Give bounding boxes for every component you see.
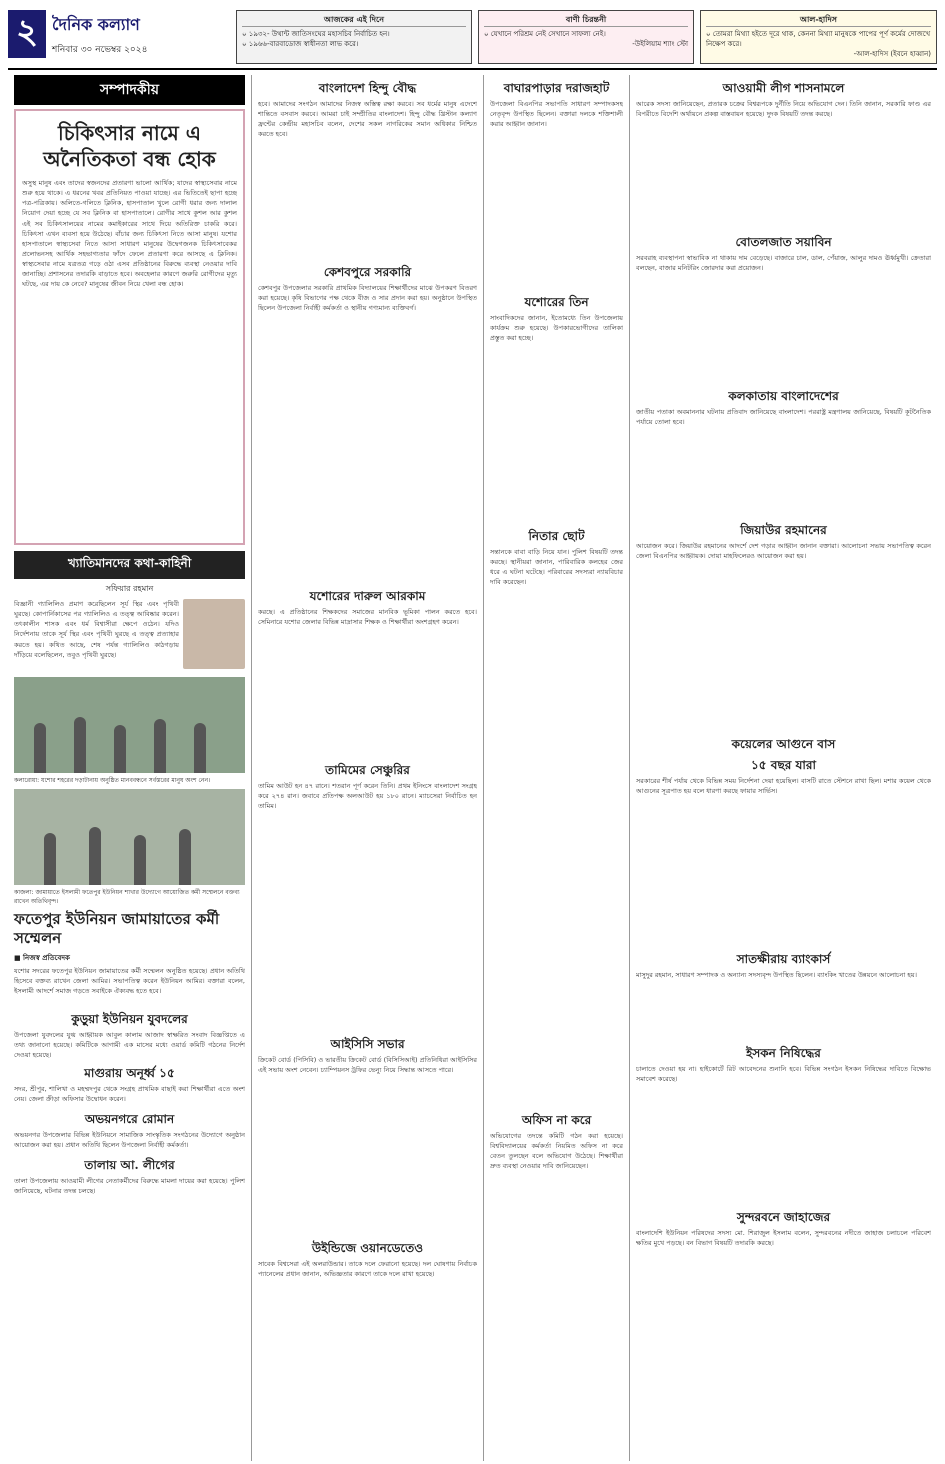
story-body: সাংবাদিকদের জানান, ইতোমধ্যে তিন উপজেলায় কার্যক্রম শুরু হয়েছে। উপকারভোগীদের তালিকা প্রস্তুত করা হচ্ছে। [490, 314, 623, 343]
story-headline: ১৫ বছর যারা [751, 758, 816, 772]
quote-source: -উইলিয়াম শ্যাং স্টো [632, 39, 688, 48]
editorial-headline: চিকিৎসার নামে এ অনৈতিকতা বন্ধ হোক [43, 121, 216, 171]
story-headline: তালায় আ. লীগের [84, 1157, 175, 1172]
photo-caption-1: কলারোয়া: যশোর শহরের দড়াটানায় অনুষ্ঠিত মানববন্ধনে সর্বস্তরের মানুষ অংশ নেন। [14, 777, 211, 784]
issue-date: শনিবার ৩০ নভেম্বর ২০২৪ [52, 45, 148, 55]
hadith-text: ০ তোমরা মিথ্যা হইতে দূরে থাক, কেননা মিথ্যা মানুষকে পাপের পূর্ণ কর্মের দোজখে নিক্ষেপ করে। [706, 29, 931, 48]
story-headline: অফিস না করে [521, 1113, 592, 1127]
story-body: হবে। আমাদের সংগঠন আমাদের নিজস্ব অস্তিত্ব রক্ষা করবে। সব ধর্মের মানুষ এদেশে শান্তিতে বসবাস করবে। আমরা চাই সম্প্রীতির বাংলাদেশ। হিন্দু বৌদ্ধ খ্রিস্টান কল্যাণ ফ্রন্টের কেন্দ্রীয় মহাসচিব বলেন, দেশের সকল নাগরিকের সমান অধিকার নিশ্চিত করতে হবে। [258, 100, 477, 139]
column-editorial [8, 75, 252, 1461]
story-body: উপজেলা যুবদলের যুগ্ম আহ্বায়ক আবুল কালাম আজাদ স্বাক্ষরিত সংবাদ বিজ্ঞপ্তিতে এ তথ্য জানানো হয়েছে। কমিটিকে আগামী এক মাসের মধ্যে ওয়ার্ড কমিটি গঠনের নির্দেশ দেওয়া হয়েছে। [14, 1030, 245, 1059]
column-body: বিজ্ঞানী গ্যালিলিও প্রমাণ করেছিলেন সূর্য স্থির এবং পৃথিবী ঘুরছে। কোপার্নিকাসের পর গ্যালিলিও এ তত্ত্ব আবিষ্কার করেন। তৎকালীন শাসক এবং ধর্ম বিশ্বাসীরা ক্ষেপে ওঠেন। যদিও নির্দেশনায় তাকে সূর্য স্থির এবং পৃথিবী ঘুরছে এ তত্ত্ব প্রত্যাহার করতে হয়। কথিত আছে, শেষ পর্যন্ত গ্যালিলিও কাঠগড়ায় দাঁড়িয়ে বলেছিলেন, তবুও পৃথিবী ঘুরছে। [14, 600, 179, 659]
today-in-history-box [236, 10, 472, 64]
story-headline: অভয়নগরে রোমান [84, 1111, 175, 1126]
column-row [14, 599, 245, 673]
story-headline: নিতার ছোট [528, 529, 585, 543]
story-body: ক্রিকেট বোর্ড (পিসিবি) ও ভারতীয় ক্রিকেট বোর্ড (বিসিসিআই) প্রতিনিধিরা আইসিসির এই সভায় অংশ নেবেন। চ্যাম্পিয়নস ট্রফির ভেন্যু নিয়ে সিদ্ধান্ত আসতে পারে। [258, 1056, 477, 1075]
news-photo-1 [14, 677, 245, 773]
column-3 [484, 75, 630, 1461]
story-body: সাবেক বিশ্বসেরা এই অলরাউন্ডার। তাকে দলে ফেরানো হয়েছে। দল ঘোষণায় নির্বাচক প্যানেলের প্রধান জানান, অভিজ্ঞতার কারণে তাকে দলে রাখা হয়েছে। [258, 1260, 477, 1279]
quote-box [478, 10, 694, 64]
story-body: সরবরাহ ব্যবস্থাপনা স্বাভাবিক না থাকায় দাম বেড়েছে। বাজারে চাল, ডাল, পেঁয়াজ, আলুর দামও ঊর্ধ্বমুখী। ক্রেতারা বলছেন, বাজার মনিটরিং জোরদার করা প্রয়োজন। [636, 254, 931, 273]
story-body: বাংলাদেশি ইউনিয়ন পরিষদের সদস্য মো. শিরাজুল ইসলাম বলেন, সুন্দরবনের নদীতে জাহাজ চলাচলে পরিবেশ ক্ষতির মুখে পড়ছে। বন বিভাগ বিষয়টি তদারকি করছে। [636, 1229, 931, 1248]
story-headline: যশোরের দারুল আরকাম [309, 589, 426, 603]
page-number: ২ [8, 10, 46, 58]
story-body: উপজেলা বিএনপির সভাপতি সাধারণ সম্পাদকসহ নেতৃবৃন্দ উপস্থিত ছিলেন। বক্তারা দলকে শক্তিশালী করার আহ্বান জানান। [490, 100, 623, 129]
news-photo-2 [14, 789, 245, 885]
story-body: অভিযোগের তদন্তে কমিটি গঠন করা হয়েছে। বিশ্ববিদ্যালয়ের কর্মকর্তা নিয়মিত অফিস না করে বেতন তুলছেন বলে অভিযোগ উঠেছে। শিক্ষার্থীরা দ্রুত ব্যবস্থা নেওয়ার দাবি জানিয়েছেন। [490, 1132, 623, 1171]
story-body: করছে। এ প্রতিষ্ঠানের শিক্ষকদের সমাজের মানবিক ভূমিকা পালন করতে হবে। সেমিনারে যশোর জেলার বিভিন্ন মাদ্রাসার শিক্ষক ও শিক্ষার্থীরা অংশগ্রহণ করেন। [258, 608, 477, 627]
section-label: সম্পাদকীয় [14, 75, 245, 105]
quote-text: ০ যেখানে পরিশ্রম নেই সেখানে সাফল্য নেই। [484, 29, 606, 38]
story-body: কেশবপুর উপজেলার সরকারি প্রাথমিক বিদ্যালয়ের শিক্ষার্থীদের মাঝে উপকরণ বিতরণ করা হয়েছে। কৃষি বিভাগের পক্ষ থেকে বীজ ও সার প্রদান করা হয়। অনুষ্ঠানে উপস্থিত ছিলেন উপজেলা নির্বাহী কর্মকর্তা ও স্থানীয় গণ্যমান্য ব্যক্তিবর্গ। [258, 284, 477, 313]
story-body: আয়োজন করে। জিয়াউর রহমানের আদর্শে দেশ গড়ার আহ্বান জানান বক্তারা। আলোচনা সভায় সভাপতিত্ব করেন জেলা বিএনপির আহ্বায়ক। দোয়া মাহফিলেরও আয়োজন করা হয়। [636, 542, 931, 561]
story-headline: বাংলাদেশ হিন্দু বৌদ্ধ [318, 81, 417, 95]
story-headline: যশোরের তিন [524, 295, 589, 309]
story-headline: ফতেপুর ইউনিয়ন জামায়াতের কর্মী সম্মেলন [14, 910, 220, 947]
column-2 [252, 75, 484, 1461]
story-byline: ■ নিজস্ব প্রতিবেদক [14, 953, 70, 962]
story-body: সন্তানকে বাবা বাড়ি নিয়ে যান। পুলিশ বিষয়টি তদন্ত করছে। স্থানীয়রা জানান, পারিবারিক কলহের জের ধরে এ ঘটনা ঘটেছে। পরিবারের সদস্যরা ন্যায়বিচার দাবি করেছেন। [490, 548, 623, 587]
story-headline: বাঘারপাড়ার দরাজহাট [503, 81, 610, 95]
today-item: ০ ১৯৩২- উথান্ট জাতিসংঘের মহাসচিব নির্বাচিত হন। [242, 29, 390, 38]
article-grid [8, 75, 937, 1461]
editorial-box [14, 109, 245, 545]
photo-caption-2: কাজলা: জামায়াতে ইসলামী ফতেপুর ইউনিয়ন শাখার উদ্যোগে আয়োজিত কর্মী সম্মেলনে বক্তব্য রাখেন অতিথিবৃন্দ। [14, 889, 240, 905]
story-headline: সুন্দরবনে জাহাজের [736, 1210, 831, 1224]
story-headline: মাগুরায় অনূর্ধ্ব ১৫ [84, 1065, 175, 1080]
story-headline: কয়েলের আগুনে বাস [731, 737, 836, 751]
hadith-box [700, 10, 937, 64]
story-body: জাতীয় পতাকা অবমাননার ঘটনায় প্রতিবাদ জানিয়েছে বাংলাদেশ। পররাষ্ট্র মন্ত্রণালয় জানিয়েছে, বিষয়টি কূটনৈতিক পর্যায়ে তোলা হবে। [636, 408, 931, 427]
story-headline: ইসকন নিষিদ্ধের [746, 1046, 821, 1060]
story-headline: আইসিসি সভার [330, 1037, 405, 1051]
story-body: সদর, শ্রীপুর, শালিখা ও মহম্মদপুর থেকে সংগ্রহ প্রাথমিক বাছাই করা শিক্ষার্থীরা এতে অংশ নেয়। জেলা ক্রীড়া অফিসার উদ্বোধন করেন। [14, 1084, 245, 1103]
story-headline: তামিমের সেঞ্চুরির [325, 763, 410, 777]
story-headline: জিয়াউর রহমানের [740, 523, 827, 537]
story-headline: আওয়ামী লীগ শাসনামলে [722, 81, 845, 95]
story-body: সরকারের শীর্ষ পর্যায় থেকে বিভিন্ন সময় নির্দেশনা দেয়া হয়েছিল। বাসটি রাতে স্টেশনে রাখা ছিল। মশার কয়েল থেকে আগুনের সূত্রপাত হয় বলে ধারণা করছে ফায়ার সার্ভিস। [636, 777, 931, 796]
story-headline: কলকাতায় বাংলাদেশের [728, 389, 839, 403]
page-header [8, 6, 937, 70]
story-headline: কেশবপুরে সরকারি [323, 265, 412, 279]
hadith-source: -আল-হাদিস (ইবনে হাব্বান) [853, 49, 931, 58]
story-body: চালাতে দেওয়া হয় না। হাইকোর্টে রিট আবেদনের শুনানি হবে। বিভিন্ন সংগঠন ইসকন নিষিদ্ধের দাবিতে বিক্ষোভ সমাবেশ করেছে। [636, 1065, 931, 1084]
story-headline: সাতক্ষীরায় ব্যাংকার্স [736, 952, 831, 966]
story-body: অভয়নগর উপজেলার বিভিন্ন ইউনিয়নে সামাজিক সাংস্কৃতিক সংগঠনের উদ্যোগে অনুষ্ঠান আয়োজন করা হয়। প্রধান অতিথি ছিলেন উপজেলা নির্বাহী কর্মকর্তা। [14, 1130, 245, 1149]
story-body: যশোর সদরের ফতেপুর ইউনিয়ন জামায়াতের কর্মী সম্মেলন অনুষ্ঠিত হয়েছে। প্রধান অতিথি হিসেবে বক্তব্য রাখেন জেলা আমির। সভাপতিত্ব করেন ইউনিয়ন আমির। বক্তারা বলেন, ইসলামী আদর্শে সমাজ গড়তে সবাইকে ঐক্যবদ্ধ হতে হবে। [14, 966, 245, 995]
masthead [52, 6, 230, 68]
today-item: ০ ১৯৬৬-বারবাডোজ স্বাধীনতা লাভ করে। [242, 39, 359, 48]
column-author: সফিয়ার রহমান [105, 584, 154, 593]
author-photo [183, 599, 245, 669]
column-heading: খ্যাতিমানদের কথা-কাহিনী [14, 551, 245, 579]
story-headline: কুড়ুয়া ইউনিয়ন যুবদলের [71, 1011, 188, 1026]
paper-name: দৈনিক কল্যাণ [52, 15, 140, 34]
today-box-title: আজকের এই দিনে [242, 14, 466, 27]
story-body: তালা উপজেলায় আওয়ামী লীগের নেতাকর্মীদের বিরুদ্ধে মামলা দায়ের করা হয়েছে। পুলিশ জানিয়েছে, ঘটনার তদন্ত চলছে। [14, 1176, 245, 1195]
editorial-body: অসুস্থ মানুষ এবং তাদের স্বজনদের প্রতারণা ভালো আর্থিক; যাদের স্বাস্থ্যসেবার নামে শুরু হয়ে থাকে। এ ধরনের খবর প্রতিনিয়ত পাওয়া যাচ্ছে। এর ভিতিতেই ছাপা হচ্ছে পত্র-পত্রিকায়। অলিতে-গলিতে ক্লিনিক, হাসপাতাল খুলে রোগী ধরার জন্য দালাল নিয়োগ দেয়া হচ্ছে যে সব ক্লিনিক বা হাসপাতালে। রোগীর সাথে কুশল আর কুশল এই সব চিকিৎসালয়ের নামের কমাইকারের সাথে দিয়ে অতিরিক্ত চাকরি করে। চিকিৎসা এখন ব্যবসা হয়ে উঠেছে। বাঁচার জন্য চিকিৎসা নিতে আসা মানুষ। যশোর হাসপাতালে স্বাস্থ্যসেবা নিতে আসা সাধারণ মানুষের উদ্বেগজনক চিকিৎসাবেকর প্রলোভনসহ আর্থিক সহভাগ্যতার ফাঁদে ফেলে প্রতারণা করে আসছে এ ক্লিনিক। স্বাস্থ্যসেবার নামে যত্রতত্র গড়ে ওঠা এসব প্রতিষ্ঠানের বিরুদ্ধে ব্যবস্থা নেওয়ার দাবি জানাচ্ছি। প্রশাসনের তদারকি বাড়াতে হবে। অবহেলার কারণে জরুরি রোগীদের মৃত্যু ঘটছে, এর দায় কে নেবে? মানুষের জীবন নিয়ে খেলা বন্ধ হোক। [22, 179, 237, 289]
quote-box-title: বাণী চিরন্তনী [484, 14, 688, 27]
story-body: তামিম আউট হন ৪৭ রানে। শতরান পূর্ণ করেন তিনি। প্রথম ইনিংসে বাংলাদেশ সংগ্রহ করে ২৭৪ রান। জবাবে প্রতিপক্ষ অলআউট হয় ১৮০ রানে। ম্যাচসেরা নির্বাচিত হন তামিম। [258, 782, 477, 811]
story-body: আরেক সদস্য জানিয়েছেন, প্রতারক চক্রের বিশ্বরূপকে দুর্নীতি নিয়ে অভিযোগ দেন। তিনি জানান, সরকারি ফাণ্ড এর বিপরীতে বিদেশি অর্থায়নে প্রকল্প বাস্তবায়ন হয়েছে। দুদক বিষয়টি তদন্ত করছে। [636, 100, 931, 119]
story-body: মাসুদুর রহমান, সাধারণ সম্পাদক ও অন্যান্য সদস্যবৃন্দ উপস্থিত ছিলেন। ব্যাংকিং খাতের উন্নয়নে আলোচনা হয়। [636, 971, 917, 979]
story-headline: বোতলজাত সয়াবিন [735, 235, 832, 249]
hadith-box-title: আল-হাদিস [706, 14, 931, 27]
story-headline: উইন্ডিজে ওয়ানডেতেও [311, 1241, 424, 1255]
column-4 [630, 75, 937, 1461]
